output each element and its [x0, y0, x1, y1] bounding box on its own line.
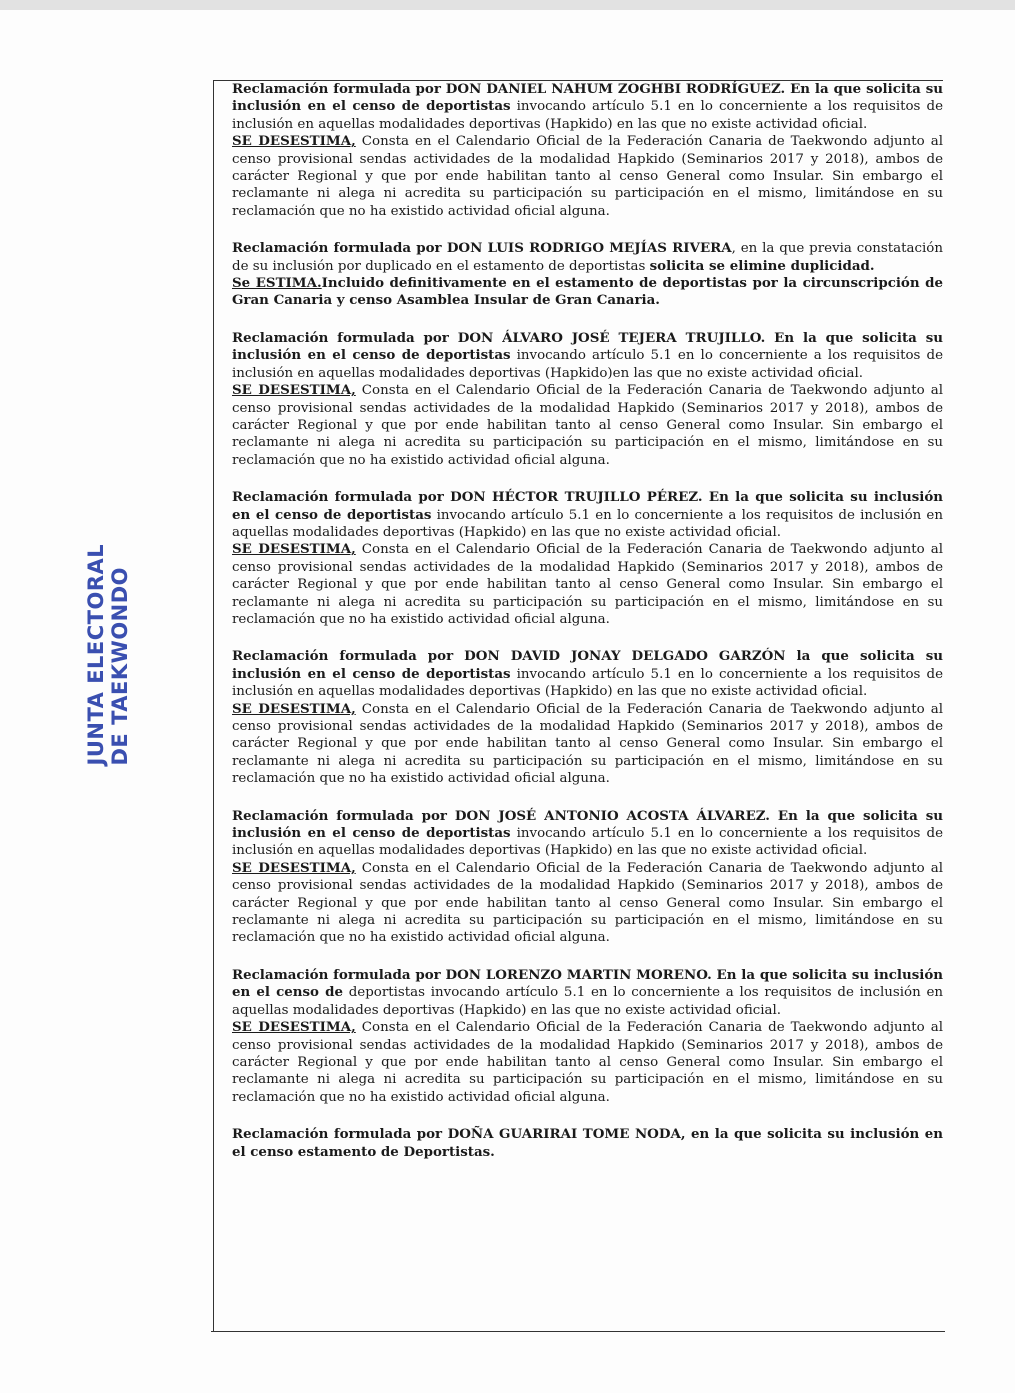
claim-paragraph: Reclamación formulada por DON HÉCTOR TRUJILLO PÉREZ. En la que solicita su inclusión en el censo de deportistas invocando artículo 5.1 en lo concerniente a los requisitos de inclusión en aquellas modalidades deportivas (Hapkido) en las que no existe actividad oficial.	[232, 489, 943, 540]
decision-paragraph: SE DESESTIMA, Consta en el Calendario Oficial de la Federación Canaria de Taekwondo adjunto al censo provisional sendas actividades de la modalidad Hapkido (Seminarios 2017 y 2018), ambos de carácter Regional y que por ende habilitan tanto al censo General como Insular. Sin embargo el reclamante ni alega ni acredita su participación su participación en el mismo, limitándose en su reclamación que no ha existido actividad oficial alguna.	[232, 133, 944, 219]
viewer-top-bar	[0, 0, 1015, 10]
claim-entry-zoghbi	[232, 81, 943, 220]
claim-entry-acosta	[232, 808, 943, 947]
decision-label: SE DESESTIMA,	[232, 133, 356, 150]
decision-label: SE DESESTIMA,	[232, 700, 356, 717]
decision-label: SE DESESTIMA,	[232, 859, 356, 876]
claim-paragraph: Reclamación formulada por DON JOSÉ ANTONIO ACOSTA ÁLVAREZ. En la que solicita su inclusión en el censo de deportistas invocando artículo 5.1 en lo concerniente a los requisitos de inclusión en aquellas modalidades deportivas (Hapkido) en las que no existe actividad oficial.	[232, 807, 943, 859]
decision-paragraph: Se ESTIMA.Incluido definitivamente en el estamento de deportistas por la circunscripción de Gran Canaria y censo Asamblea Insular de Gran Canaria.	[232, 275, 943, 309]
claim-paragraph: Reclamación formulada por DON DAVID JONAY DELGADO GARZÓN la que solicita su inclusión en el censo de deportistas invocando artículo 5.1 en lo concerniente a los requisitos de inclusión en aquellas modalidades deportivas (Hapkido) en las que no existe actividad oficial.	[232, 648, 943, 700]
decision-paragraph: SE DESESTIMA, Consta en el Calendario Oficial de la Federación Canaria de Taekwondo adjunto al censo provisional sendas actividades de la modalidad Hapkido (Seminarios 2017 y 2018), ambos de carácter Regional y que por ende habilitan tanto al censo General como Insular. Sin embargo el reclamante ni alega ni acredita su participación su participación en el mismo, limitándose en su reclamación que no ha existido actividad oficial alguna.	[232, 700, 944, 787]
decision-label: Se ESTIMA.	[232, 275, 322, 292]
decision-paragraph: SE DESESTIMA, Consta en el Calendario Oficial de la Federación Canaria de Taekwondo adjunto al censo provisional sendas actividades de la modalidad Hapkido (Seminarios 2017 y 2018), ambos de carácter Regional y que por ende habilitan tanto al censo General como Insular. Sin embargo el reclamante ni alega ni acredita su participación su participación en el mismo, limitándose en su reclamación que no ha existido actividad oficial alguna.	[232, 382, 944, 468]
claim-paragraph: Reclamación formulada por DON ÁLVARO JOSÉ TEJERA TRUJILLO. En la que solicita su inclusión en el censo de deportistas invocando artículo 5.1 en lo concerniente a los requisitos de inclusión en aquellas modalidades deportivas (Hapkido)en las que no existe actividad oficial.	[232, 329, 943, 381]
decision-paragraph: SE DESESTIMA, Consta en el Calendario Oficial de la Federación Canaria de Taekwondo adjunto al censo provisional sendas actividades de la modalidad Hapkido (Seminarios 2017 y 2018), ambos de carácter Regional y que por ende habilitan tanto al censo General como Insular. Sin embargo el reclamante ni alega ni acredita su participación su participación en el mismo, limitándose en su reclamación que no ha existido actividad oficial alguna.	[232, 541, 944, 627]
decision-label: SE DESESTIMA,	[232, 382, 356, 399]
stamp-line-2: DE TAEKWONDO	[108, 566, 132, 766]
frame-bottom-rule	[211, 1331, 945, 1332]
stamp-line-1: JUNTA ELECTORAL	[84, 543, 108, 766]
decision-paragraph: SE DESESTIMA, Consta en el Calendario Oficial de la Federación Canaria de Taekwondo adjunto al censo provisional sendas actividades de la modalidad Hapkido (Seminarios 2017 y 2018), ambos de carácter Regional y que por ende habilitan tanto al censo General como Insular. Sin embargo el reclamante ni alega ni acredita su participación su participación en el mismo, limitándose en su reclamación que no ha existido actividad oficial alguna.	[232, 859, 944, 946]
decision-paragraph: SE DESESTIMA, Consta en el Calendario Oficial de la Federación Canaria de Taekwondo adjunto al censo provisional sendas actividades de la modalidad Hapkido (Seminarios 2017 y 2018), ambos de carácter Regional y que por ende habilitan tanto al censo General como Insular. Sin embargo el reclamante ni alega ni acredita su participación su participación en el mismo, limitándose en su reclamación que no ha existido actividad oficial alguna.	[232, 1019, 944, 1105]
claim-paragraph: Reclamación formulada por DOÑA GUARIRAI TOME NODA, en la que solicita su inclusión en el censo estamento de Deportistas.	[232, 1126, 943, 1160]
claim-entry-martin	[232, 967, 943, 1106]
decision-label: SE DESESTIMA,	[232, 541, 356, 558]
claim-paragraph: Reclamación formulada por DON LUIS RODRIGO MEJÍAS RIVERA, en la que previa constatación de su inclusión por duplicado en el estamento de deportistas solicita se elimine duplicidad.	[232, 240, 943, 274]
resolutions-frame	[213, 80, 943, 1332]
claim-entry-tejera	[232, 330, 943, 469]
claim-paragraph: Reclamación formulada por DON DANIEL NAHUM ZOGHBI RODRÍGUEZ. En la que solicita su inclusión en el censo de deportistas invocando artículo 5.1 en lo concerniente a los requisitos de inclusión en aquellas modalidades deportivas (Hapkido) en las que no existe actividad oficial.	[232, 81, 943, 132]
claim-entry-tome	[232, 1126, 943, 1161]
decision-label: SE DESESTIMA,	[232, 1019, 356, 1036]
junta-electoral-stamp	[60, 543, 156, 768]
claim-entry-delgado	[232, 648, 943, 787]
claim-entry-trujillo	[232, 489, 943, 628]
claim-paragraph: Reclamación formulada por DON LORENZO MARTIN MORENO. En la que solicita su inclusión en el censo de deportistas invocando artículo 5.1 en lo concerniente a los requisitos de inclusión en aquellas modalidades deportivas (Hapkido) en las que no existe actividad oficial.	[232, 966, 943, 1018]
claim-entry-mejias	[232, 240, 943, 310]
